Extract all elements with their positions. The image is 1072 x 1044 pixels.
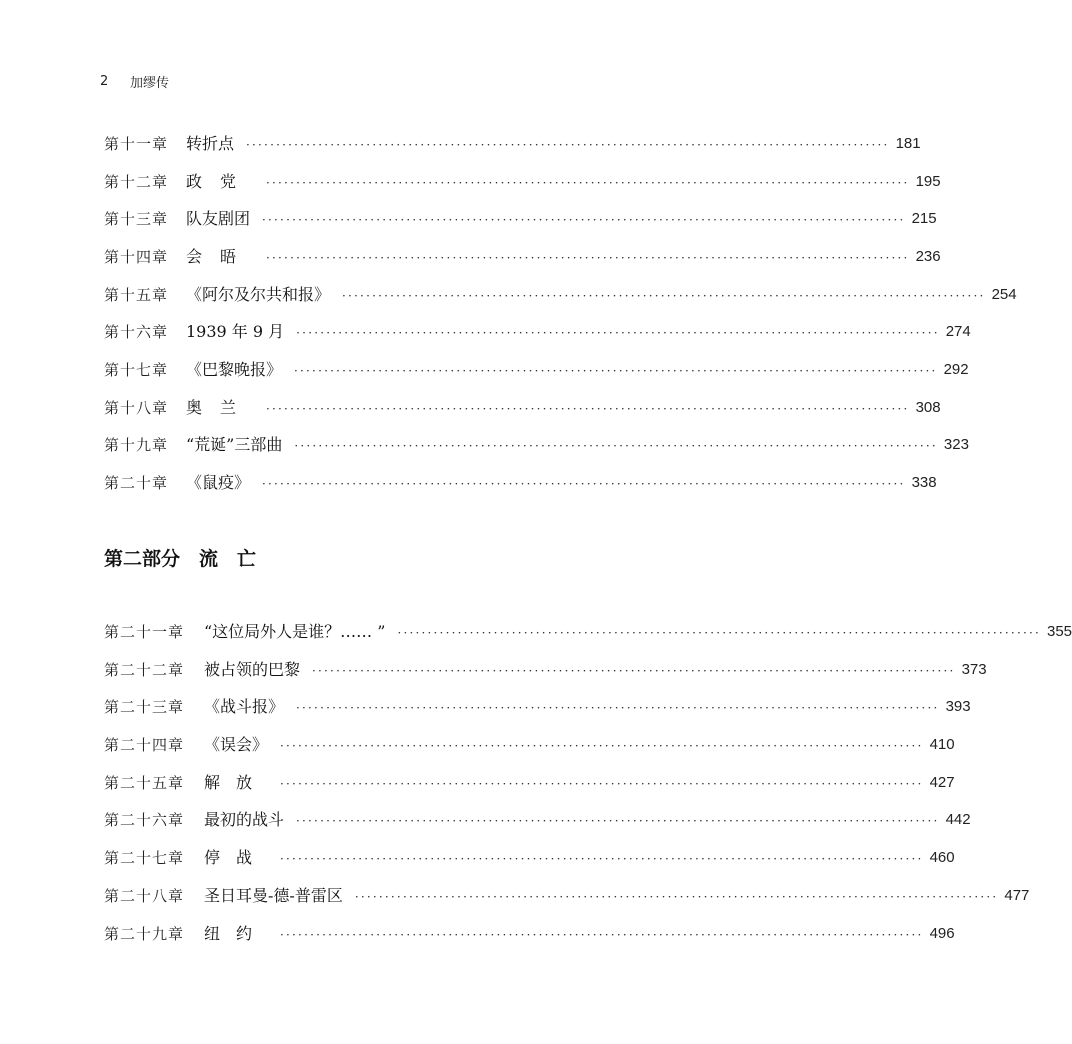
page-ref: 323: [943, 436, 969, 453]
page-ref: 236: [915, 248, 941, 265]
dot-leader: ···········································································································: [266, 251, 910, 265]
chapter-title: 《鼠疫》: [186, 473, 251, 492]
page-number: 2: [100, 73, 109, 89]
chapter-number: 第十二章: [104, 173, 169, 191]
chapter-number: 第二十二章: [104, 661, 185, 679]
chapter-number: 第二十章: [104, 474, 169, 492]
toc-entry[interactable]: [104, 318, 971, 346]
chapter-number: 第十八章: [104, 399, 169, 417]
chapter-number: 第二十八章: [104, 887, 185, 905]
dot-leader: ···········································································································: [266, 176, 910, 190]
dot-leader: ···········································································································: [280, 852, 924, 866]
chapter-number: 第十五章: [104, 286, 169, 304]
toc-entry[interactable]: [104, 281, 1017, 309]
chapter-title: 队友剧团: [186, 209, 251, 228]
running-header: [100, 71, 169, 91]
dot-leader: ···········································································································: [397, 626, 1041, 640]
page-ref: 274: [945, 323, 971, 340]
chapter-title: 解放: [204, 773, 269, 792]
page-ref: 181: [895, 135, 921, 152]
chapter-number: 第二十四章: [104, 736, 185, 754]
chapter-title: 停战: [204, 848, 269, 867]
toc-entry[interactable]: [104, 806, 971, 834]
dot-leader: ···········································································································: [296, 326, 940, 340]
toc-entry[interactable]: [104, 469, 937, 497]
chapter-title: 纽约: [204, 924, 269, 943]
chapter-title: 圣日耳曼-德-普雷区: [204, 886, 343, 905]
toc-entry[interactable]: [104, 769, 955, 797]
chapter-title: 奥兰: [186, 398, 255, 417]
toc-entry[interactable]: [104, 882, 1030, 910]
chapter-title: 1939 年 9 月: [186, 322, 285, 341]
page-ref: 215: [911, 210, 937, 227]
dot-leader: ···········································································································: [266, 402, 910, 416]
page-ref: 427: [929, 774, 955, 791]
chapter-number: 第十一章: [104, 135, 169, 153]
chapter-number: 第十三章: [104, 210, 169, 228]
chapter-title: 《巴黎晚报》: [186, 360, 283, 379]
page-ref: 308: [915, 399, 941, 416]
toc-entry[interactable]: [104, 618, 1072, 646]
toc-entry[interactable]: [104, 130, 921, 158]
dot-leader: ···········································································································: [246, 138, 890, 152]
page-ref: 373: [961, 661, 987, 678]
dot-leader: ···········································································································: [262, 213, 906, 227]
dot-leader: ···········································································································: [294, 439, 938, 453]
page-ref: 477: [1004, 887, 1030, 904]
chapter-number: 第十九章: [104, 436, 169, 454]
chapter-title: 《战斗报》: [204, 697, 285, 716]
chapter-title: 转折点: [186, 134, 235, 153]
toc-entry[interactable]: [104, 205, 937, 233]
chapter-number: 第十四章: [104, 248, 169, 266]
toc-entry[interactable]: [104, 844, 955, 872]
page-ref: 338: [911, 474, 937, 491]
page-ref: 292: [943, 361, 969, 378]
toc-entry[interactable]: [104, 693, 971, 721]
page-ref: 410: [929, 736, 955, 753]
chapter-title: “这位局外人是谁？…… ”: [204, 622, 386, 641]
dot-leader: ···········································································································: [296, 701, 940, 715]
chapter-title: 政党: [186, 172, 255, 191]
dot-leader: ···········································································································: [312, 664, 956, 678]
chapter-number: 第二十五章: [104, 774, 185, 792]
chapter-title: 最初的战斗: [204, 810, 285, 829]
dot-leader: ···········································································································: [354, 890, 999, 904]
dot-leader: ···········································································································: [280, 777, 924, 791]
page-ref: 254: [991, 286, 1017, 303]
chapter-number: 第二十三章: [104, 698, 185, 716]
dot-leader: ···········································································································: [294, 364, 938, 378]
chapter-number: 第二十九章: [104, 925, 185, 943]
toc-entry[interactable]: [104, 394, 941, 422]
part-heading: 第二部分 流 亡: [104, 548, 257, 570]
chapter-number: 第二十七章: [104, 849, 185, 867]
chapter-number: 第二十一章: [104, 623, 185, 641]
page-ref: 496: [929, 925, 955, 942]
chapter-title: “荒诞”三部曲: [186, 435, 283, 454]
chapter-number: 第十六章: [104, 323, 169, 341]
page-ref: 355: [1047, 623, 1072, 640]
dot-leader: ···········································································································: [296, 814, 940, 828]
toc-entry[interactable]: [104, 920, 955, 948]
toc-entry[interactable]: [104, 656, 987, 684]
chapter-title: 《阿尔及尔共和报》: [186, 285, 331, 304]
toc-entry[interactable]: [104, 731, 955, 759]
toc-entry[interactable]: [104, 356, 969, 384]
page-ref: 195: [915, 173, 941, 190]
chapter-title: 《误会》: [204, 735, 269, 754]
chapter-title: 会晤: [186, 247, 255, 266]
toc-entry[interactable]: [104, 431, 969, 459]
chapter-title: 被占领的巴黎: [204, 660, 301, 679]
chapter-number: 第二十六章: [104, 811, 185, 829]
page-ref: 393: [945, 698, 971, 715]
toc-entry[interactable]: [104, 168, 941, 196]
page-ref: 460: [929, 849, 955, 866]
toc-entry[interactable]: [104, 243, 941, 271]
dot-leader: ···········································································································: [280, 739, 924, 753]
dot-leader: ···········································································································: [280, 928, 924, 942]
dot-leader: ···········································································································: [262, 477, 906, 491]
page-ref: 442: [945, 811, 971, 828]
running-title: 加缪传: [130, 75, 170, 91]
dot-leader: ···········································································································: [342, 289, 986, 303]
chapter-number: 第十七章: [104, 361, 169, 379]
